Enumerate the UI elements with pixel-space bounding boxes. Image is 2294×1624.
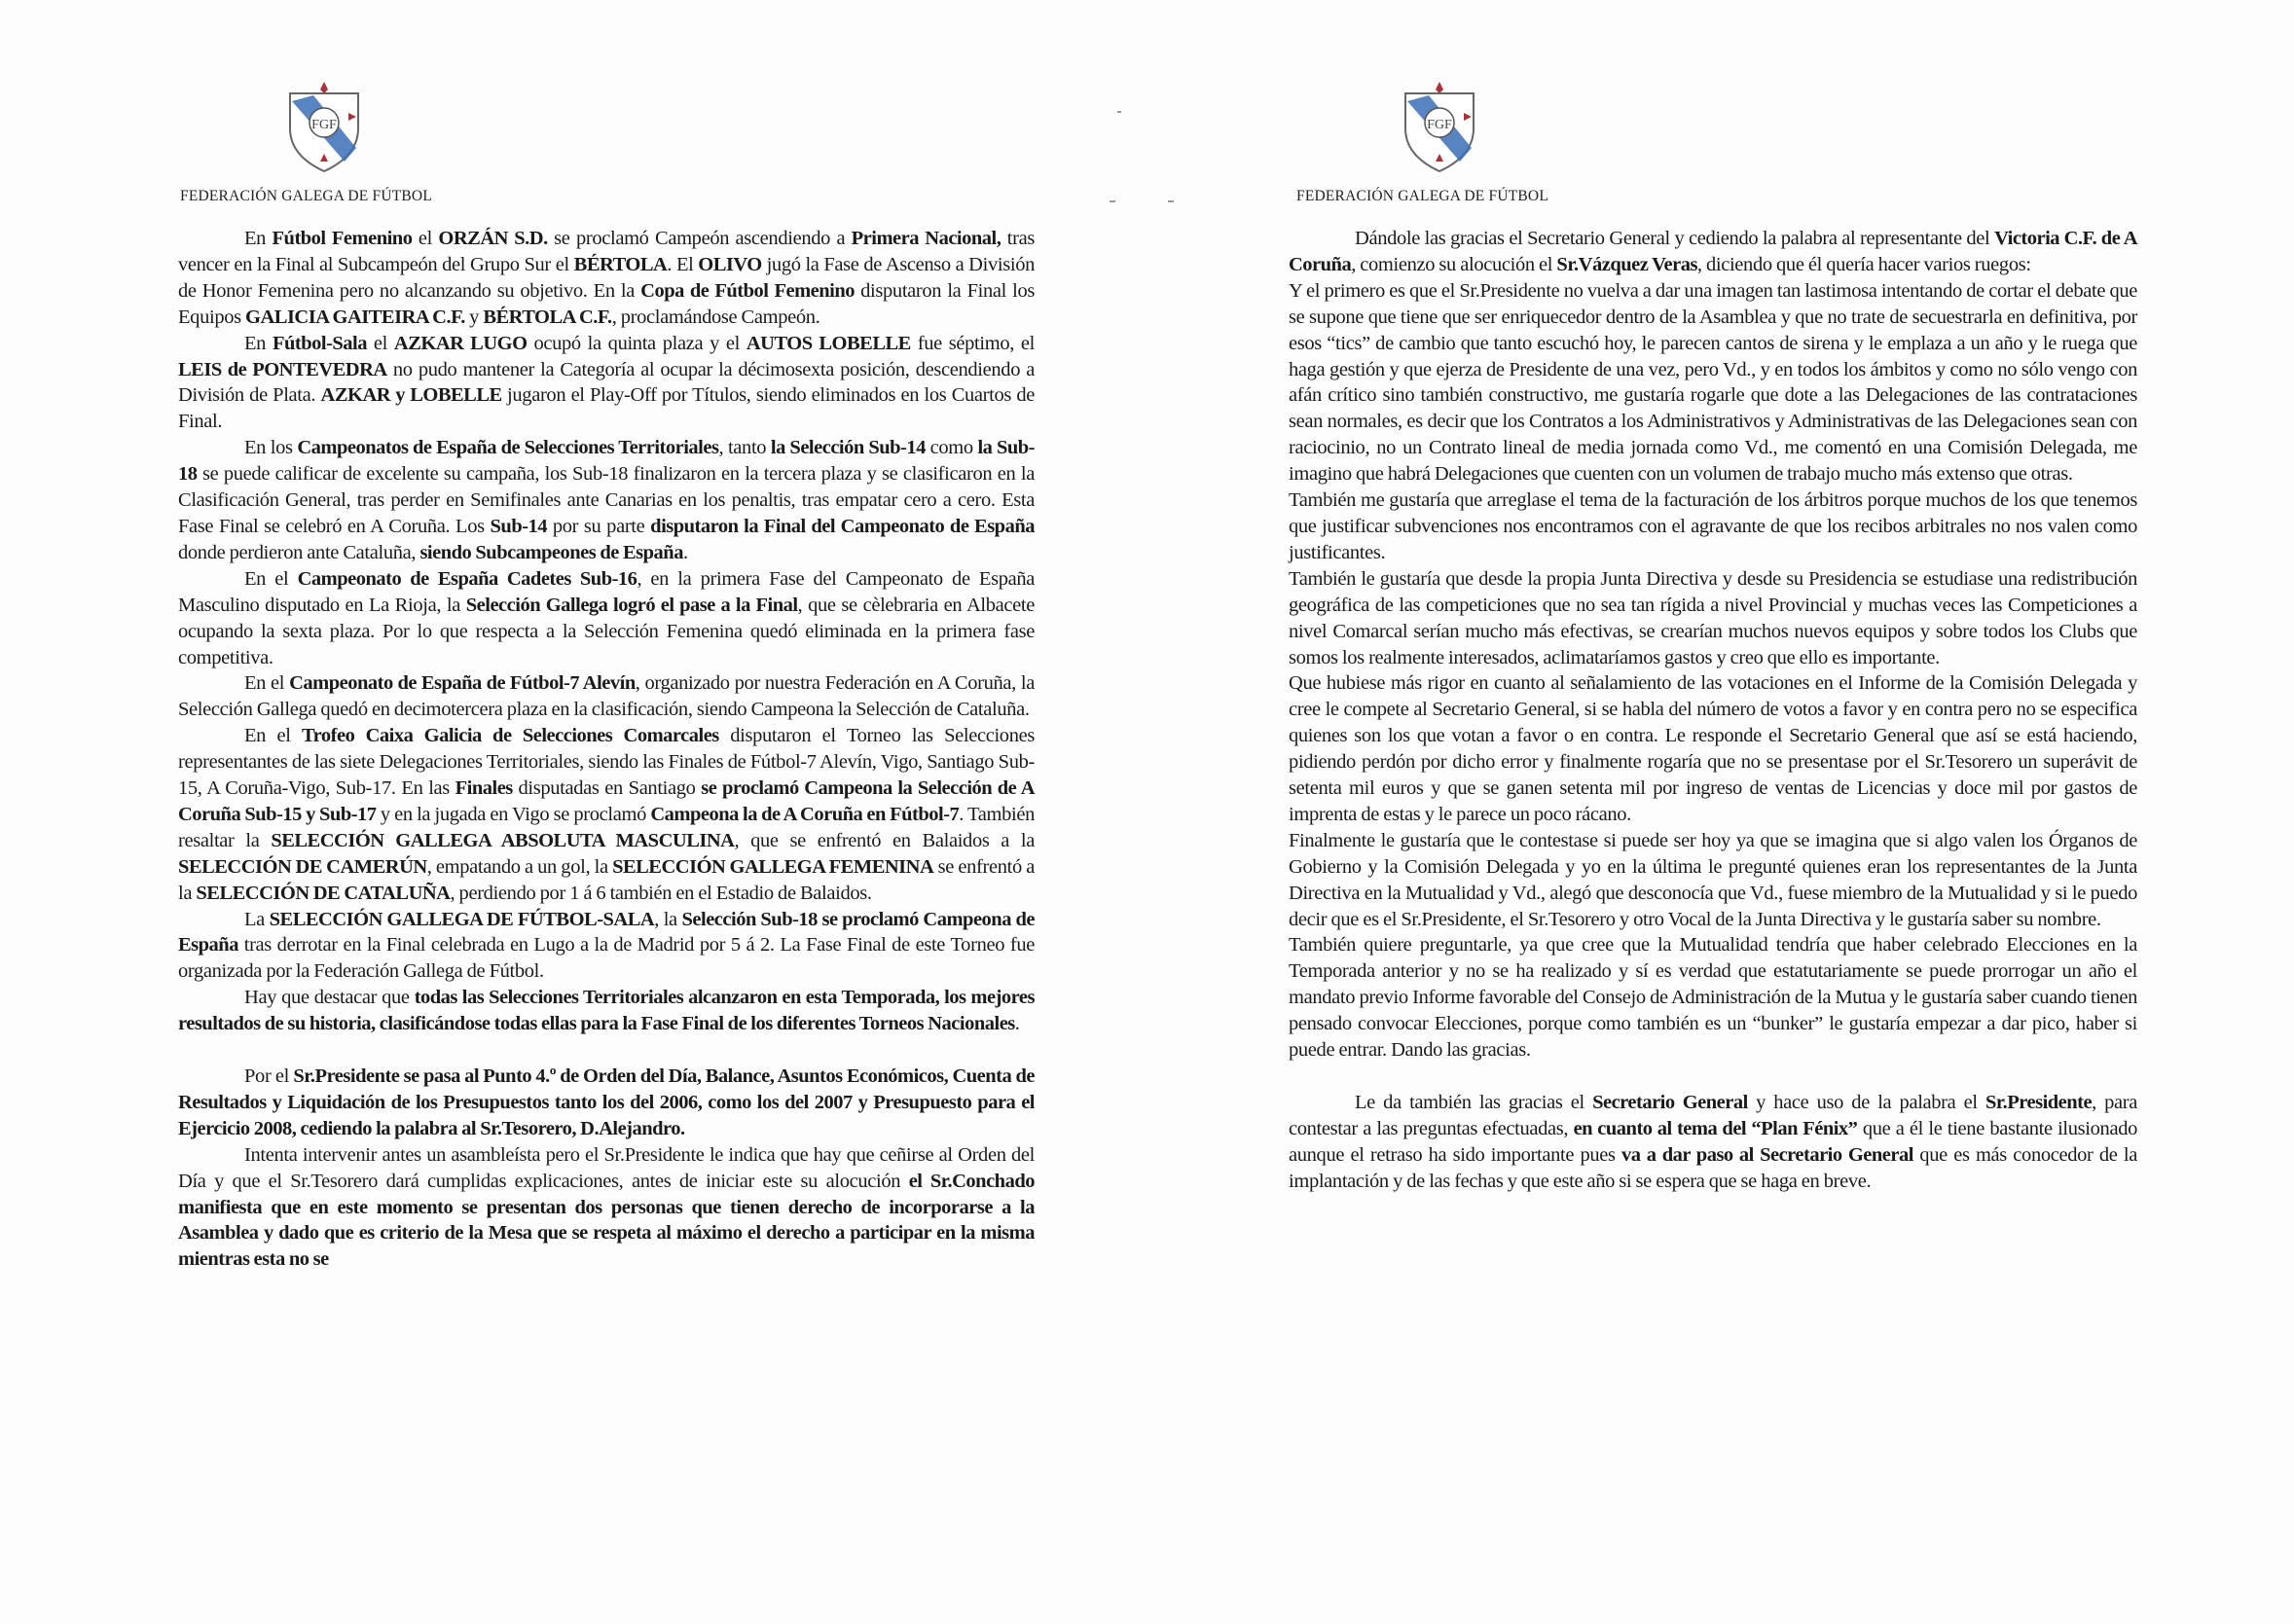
text-run: , que se cèlebraria en Albacete ocupando la sexta plaza. Por lo que respecta a la Selección Femenina quedó eliminada en la primera fase competitiva. — [178, 594, 1036, 668]
paragraph — [1289, 487, 2137, 566]
text-run: , proclamándose Campeón. — [611, 306, 820, 328]
text-run: , en la primera Fase del Campeonato de España Masculino disputado en La Rioja, la — [178, 567, 1036, 616]
bold-text-run: Sub-14 — [490, 515, 548, 537]
bold-text-run: Campeonato de España Cadetes Sub-16 — [297, 567, 637, 590]
text-run: el — [367, 332, 394, 354]
bold-text-run: GALICIA GAITEIRA C.F. — [245, 306, 465, 328]
bold-text-run: Selección Sub-18 se proclamó Campeona de España — [178, 908, 1035, 956]
text-run: y en la jugada en Vigo se proclamó — [376, 803, 651, 825]
text-run: se enfrentó a la — [178, 855, 1035, 904]
text-run: como — [925, 437, 978, 459]
bold-text-run: Fútbol Femenino — [272, 228, 413, 249]
text-run: , tanto — [718, 437, 771, 459]
text-run: disputaron el Torneo las Selecciones representantes de las siete Delegaciones Territoriales, siendo las Finales de Fútbol-7 Alevín, Vigo, Santiago Sub-15, A Coruña-Vigo, Sub-17. En las — [178, 725, 1035, 800]
bold-text-run: AZKAR y LOBELLE — [320, 384, 502, 407]
text-run: Y el primero es que el Sr.Presidente no vuelva a dar una imagen tan lastimosa intentando de cortar el debate que se supone que tiene que ser enriquecedor dentro de la Asamblea y que no trate de secuestrarla en definitiva, por esos “tics” de cambio que tanto escuchó hoy, le parecen cantos de sirena y le emplaza a un año y le ruega que haga gestión y que ejerza de Presidente de una vez, pero Vd., y en todos los ámbitos y como no sólo vengo con afán crítico sino también constructivo, me gustaría rogarle que dote a las Delegaciones de las contrataciones sean normales, es decir que los Contratos a los Administrativos y Administrativas de las Delegaciones sean con raciocinio, no un Contrato lineal de media jornada como Vd., me comentó en una Comisión Delegada, me imagino que habrá Delegaciones que cuenten con un volumen de trabajo mucho más extenso que otras. — [1289, 279, 2137, 486]
paragraph — [178, 435, 1035, 566]
text-run: En el — [244, 672, 290, 695]
text-run: tras derrotar en la Final celebrada en Lugo a la de Madrid por 5 á 2. La Fase Final de este Torneo fue organizada por la Federación Gallega de Fútbol. — [178, 934, 1035, 983]
bold-text-run: SELECCIÓN DE CATALUÑA — [196, 882, 451, 904]
text-run: el — [412, 228, 439, 249]
text-run: También le gustaría que desde la propia Junta Directiva y desde su Presidencia se estudiase una redistribución geográfica de las competiciones que no sea tan rígida a nivel Provincial y muchas veces las Competiciones a nivel Comarcal serían mucho más efectivas, se crearían muchos nuevos equipos y sobre todos los Clubs que somos los realmente interesados, aclimataríamos gastos y creo que ello es importante. — [1289, 567, 2137, 668]
text-run: También me gustaría que arreglase el tema de la facturación de los árbitros porque muchos de los que tenemos que justificar subvenciones nos encontramos con el agravante de que los recibos arbitrales no nos valen como justificantes. — [1289, 489, 2137, 563]
text-run: ocupó la quinta plaza y el — [527, 332, 746, 354]
bold-text-run: SELECCIÓN DE CAMERÚN — [178, 855, 427, 878]
bold-text-run: Copa de Fútbol Femenino — [640, 279, 855, 302]
bold-text-run: OLIVO — [698, 253, 762, 275]
text-run: fue séptimo, el — [910, 332, 1035, 354]
text-run: se puede calificar de excelente su campaña, los Sub-18 finalizaron en la tercera plaza y se clasificaron en la Clasificación General, tras perder en Semifinales ante Canarias en los penaltis, tras empatar cero a cero. Esta Fase Final se celebró en A Coruña. Los — [178, 463, 1035, 537]
bold-text-run: BÉRTOLA — [573, 253, 668, 275]
fgf-crest-logo — [1400, 80, 1479, 173]
text-run: , organizado por nuestra Federación en A Coruña, la Selección Gallega quedó en decimotercera plaza en la clasificación, siendo Campeona la Selección de Cataluña. — [178, 672, 1036, 721]
bold-text-run: SELECCIÓN GALLEGA DE FÚTBOL-SALA — [269, 908, 655, 930]
bold-text-run: Trofeo Caixa Galicia de Selecciones Comarcales — [302, 725, 719, 747]
bold-text-run: Campeonatos de España de Selecciones Territoriales — [297, 437, 719, 459]
paragraph — [1289, 226, 2137, 278]
bold-text-run: SELECCIÓN GALLEGA FEMENINA — [612, 855, 934, 878]
scan-mark — [1117, 111, 1121, 113]
text-run: , diciendo que él quería hacer varios ruegos: — [1696, 253, 2031, 275]
organization-name: FEDERACIÓN GALEGA DE FÚTBOL — [180, 188, 432, 204]
bold-text-run: Finales — [455, 777, 513, 800]
text-run: . — [682, 541, 688, 563]
paragraph — [178, 226, 1035, 331]
bold-text-run: la Selección Sub-14 — [770, 437, 926, 459]
text-run: Le da también las gracias el — [1355, 1091, 1593, 1113]
text-run: Que hubiese más rigor en cuanto al señalamiento de las votaciones en el Informe de la Comisión Delegada y cree le compete al Secretario General, si se habla del número de votos a favor y en contra pero no se especifica quienes son los que votan a favor o en contra. Le responde el Secretario General que así se está haciendo, pidiendo perdón por dicho error y finalmente rogaría que no se presentase por el Sr.Tesorero un superávit de setenta mil euros y que se ganen setenta mil por ingreso de ventas de Licencias y doce mil por gastos de imprenta de estas y le parece un poco rácano. — [1289, 672, 2137, 825]
bold-text-run: Campeonato de España de Fútbol-7 Alevín — [289, 672, 636, 695]
bold-text-run: Selección Gallega logró el pase a la Final — [465, 594, 798, 616]
organization-name: FEDERACIÓN GALEGA DE FÚTBOL — [1296, 188, 1548, 204]
text-run: En — [244, 332, 273, 354]
fgf-crest-logo — [284, 80, 364, 173]
paragraph — [178, 566, 1035, 671]
text-run: y hace uso de la palabra el — [1747, 1091, 1986, 1113]
text-run: disputaron la Final los Equipos — [178, 279, 1035, 328]
paragraph — [178, 331, 1035, 436]
text-run: En — [244, 228, 273, 249]
text-run: jugó la Fase de Ascenso a División de Honor Femenina pero no alcanzando su objetivo. En la — [178, 253, 1035, 302]
text-run: , perdiendo por 1 á 6 también en el Estadio de Balaidos. — [450, 882, 872, 904]
bold-text-run: todas las Selecciones Territoriales alcanzaron en esta Temporada, los mejores resultados de su historia, clasificándose todas ellas para la Fase Final de los diferentes Torneos Nacionales — [178, 987, 1035, 1035]
bold-text-run: Secretario General — [1592, 1091, 1748, 1113]
text-run: . El — [667, 253, 699, 275]
text-run: En el — [244, 725, 303, 747]
text-run: que a él le tiene bastante ilusionado aunque el retraso ha sido importante pues — [1289, 1117, 2137, 1166]
bold-text-run: ORZÁN S.D. — [438, 228, 548, 249]
bold-text-run: Victoria C.F. de A Coruña — [1289, 228, 2138, 275]
bold-text-run: se proclamó Campeona la Selección de A Coruña Sub-15 y Sub-17 — [178, 777, 1036, 825]
bold-text-run: Campeona la de A Coruña en Fútbol-7 — [650, 803, 960, 825]
bold-text-run: Sr.Presidente — [1985, 1091, 2093, 1113]
paragraph — [1289, 932, 2137, 1064]
paragraph — [1289, 278, 2137, 487]
bold-text-run: SELECCIÓN GALLEGA ABSOLUTA MASCULINA — [271, 829, 735, 851]
text-run: , para contestar a las preguntas efectuadas, — [1289, 1091, 2138, 1139]
bold-text-run: disputaron la Final del Campeonato de España — [650, 515, 1035, 537]
paragraph — [178, 985, 1035, 1037]
text-run: , que se enfrentó en Balaidos a la — [734, 829, 1035, 851]
scan-mark — [1110, 200, 1115, 202]
paragraph — [178, 907, 1035, 986]
right-page-body — [1289, 226, 2137, 1195]
text-run: y — [464, 306, 484, 328]
bold-text-run: Sr.Vázquez Veras — [1556, 253, 1697, 275]
text-run: La — [244, 908, 270, 930]
bold-text-run: siendo Subcampeones de España — [419, 541, 683, 563]
bold-text-run: Primera Nacional, — [851, 228, 1001, 249]
bold-text-run: en cuanto al tema del “Plan Fénix” — [1573, 1117, 1858, 1139]
bold-text-run: Fútbol-Sala — [272, 332, 367, 354]
paragraph — [1289, 670, 2137, 827]
text-run: no pudo mantener la Categoría al ocupar la décimosexta posición, descendiendo a División de Plata. — [178, 358, 1035, 407]
text-run: , comienzo su alocución el — [1351, 253, 1557, 275]
left-page-body — [178, 226, 1035, 1273]
right-page — [1147, 0, 2294, 1624]
text-run: . — [1014, 1013, 1020, 1035]
svg-text:FGF: FGF — [1427, 118, 1452, 132]
text-run: . También resaltar la — [178, 803, 1035, 851]
text-run: En el — [244, 567, 298, 590]
text-run: Intenta intervenir antes un asambleísta pero el Sr.Presidente le indica que hay que ceñirse al Orden del Día y que el Sr.Tesorero dará cumplidas explicaciones, antes de iniciar este su alocución — [178, 1143, 1035, 1192]
svg-text:FGF: FGF — [311, 118, 337, 132]
paragraph — [178, 723, 1035, 906]
bold-text-run: el Sr.Conchado manifiesta que en este momento se presentan dos personas que tienen derecho de incorporarse a la Asamblea y dado que es criterio de la Mesa que se respeta al máximo el derecho a participar en la misma mientras esta no se — [178, 1170, 1035, 1271]
text-run: Hay que destacar que — [244, 987, 415, 1009]
bold-text-run: BÉRTOLA C.F. — [483, 306, 612, 328]
text-run: que es más conocedor de la implantación y de las fechas y que este año si se espera que se haga en breve. — [1289, 1143, 2137, 1192]
text-run: , la — [654, 908, 682, 930]
paragraph — [1289, 1090, 2137, 1195]
bold-text-run: AZKAR LUGO — [393, 332, 528, 354]
text-run: Finalmente le gustaría que le contestase si puede ser hoy ya que se imagina que si algo valen los Órganos de Gobierno y la Comisión Delegada y yo en la última le pregunté quienes eran los representantes de la Junta Directiva en la Mutualidad y Vd., alegó que desconocía que Vd., fuese miembro de la Mutualidad y si le puedo decir que es el Sr.Presidente, el Sr.Tesorero y otro Vocal de la Junta Directiva y le gustaría saber su nombre. — [1289, 829, 2137, 930]
bold-text-run: la Sub-18 — [178, 437, 1035, 486]
text-run: Por el — [244, 1065, 294, 1087]
bold-text-run: LEIS de PONTEVEDRA — [178, 358, 387, 380]
paragraph — [178, 670, 1035, 723]
text-run: También quiere preguntarle, ya que cree que la Mutualidad tendría que haber celebrado Elecciones en la Temporada anterior y no se ha realizado y sí es verdad que estatutariamente se puede prorrogar un año el mandato previo Informe favorable del Consejo de Administración de la Mutua y le gustaría saber cuando tienen pensado convocar Elecciones, porque como también es un “bunker” le gustaría empezar a dar pico, haber si puede entrar. Dando las gracias. — [1289, 934, 2137, 1062]
bold-text-run: Sr.Presidente se pasa al Punto 4.º de Orden del Día, Balance, Asuntos Económicos, Cuenta de Resultados y Liquidación de los Presupuestos tanto los del 2006, como los del 2007 y Presupuesto para el Ejercicio 2008, cediendo la palabra al Sr.Tesorero, D.Alejandro. — [178, 1065, 1035, 1139]
paragraph — [178, 1142, 1035, 1274]
paragraph — [1289, 566, 2137, 671]
text-run: , empatando a un gol, la — [426, 855, 613, 878]
text-run: tras vencer en la Final al Subcampeón del Grupo Sur el — [178, 228, 1035, 275]
text-run: En los — [244, 437, 298, 459]
text-run: donde perdieron ante Cataluña, — [178, 541, 420, 563]
bold-text-run: va a dar paso al Secretario General — [1621, 1143, 1913, 1166]
paragraph — [178, 1064, 1035, 1142]
bold-text-run: AUTOS LOBELLE — [746, 332, 911, 354]
text-run: Dándole las gracias el Secretario General y cediendo la palabra al representante del — [1355, 228, 1995, 249]
text-run: jugaron el Play-Off por Títulos, siendo eliminados en los Cuartos de Final. — [178, 384, 1036, 433]
paragraph — [1289, 828, 2137, 933]
text-run: por su parte — [547, 515, 651, 537]
text-run: se proclamó Campeón ascendiendo a — [547, 228, 852, 249]
text-run: disputadas en Santiago — [512, 777, 702, 800]
